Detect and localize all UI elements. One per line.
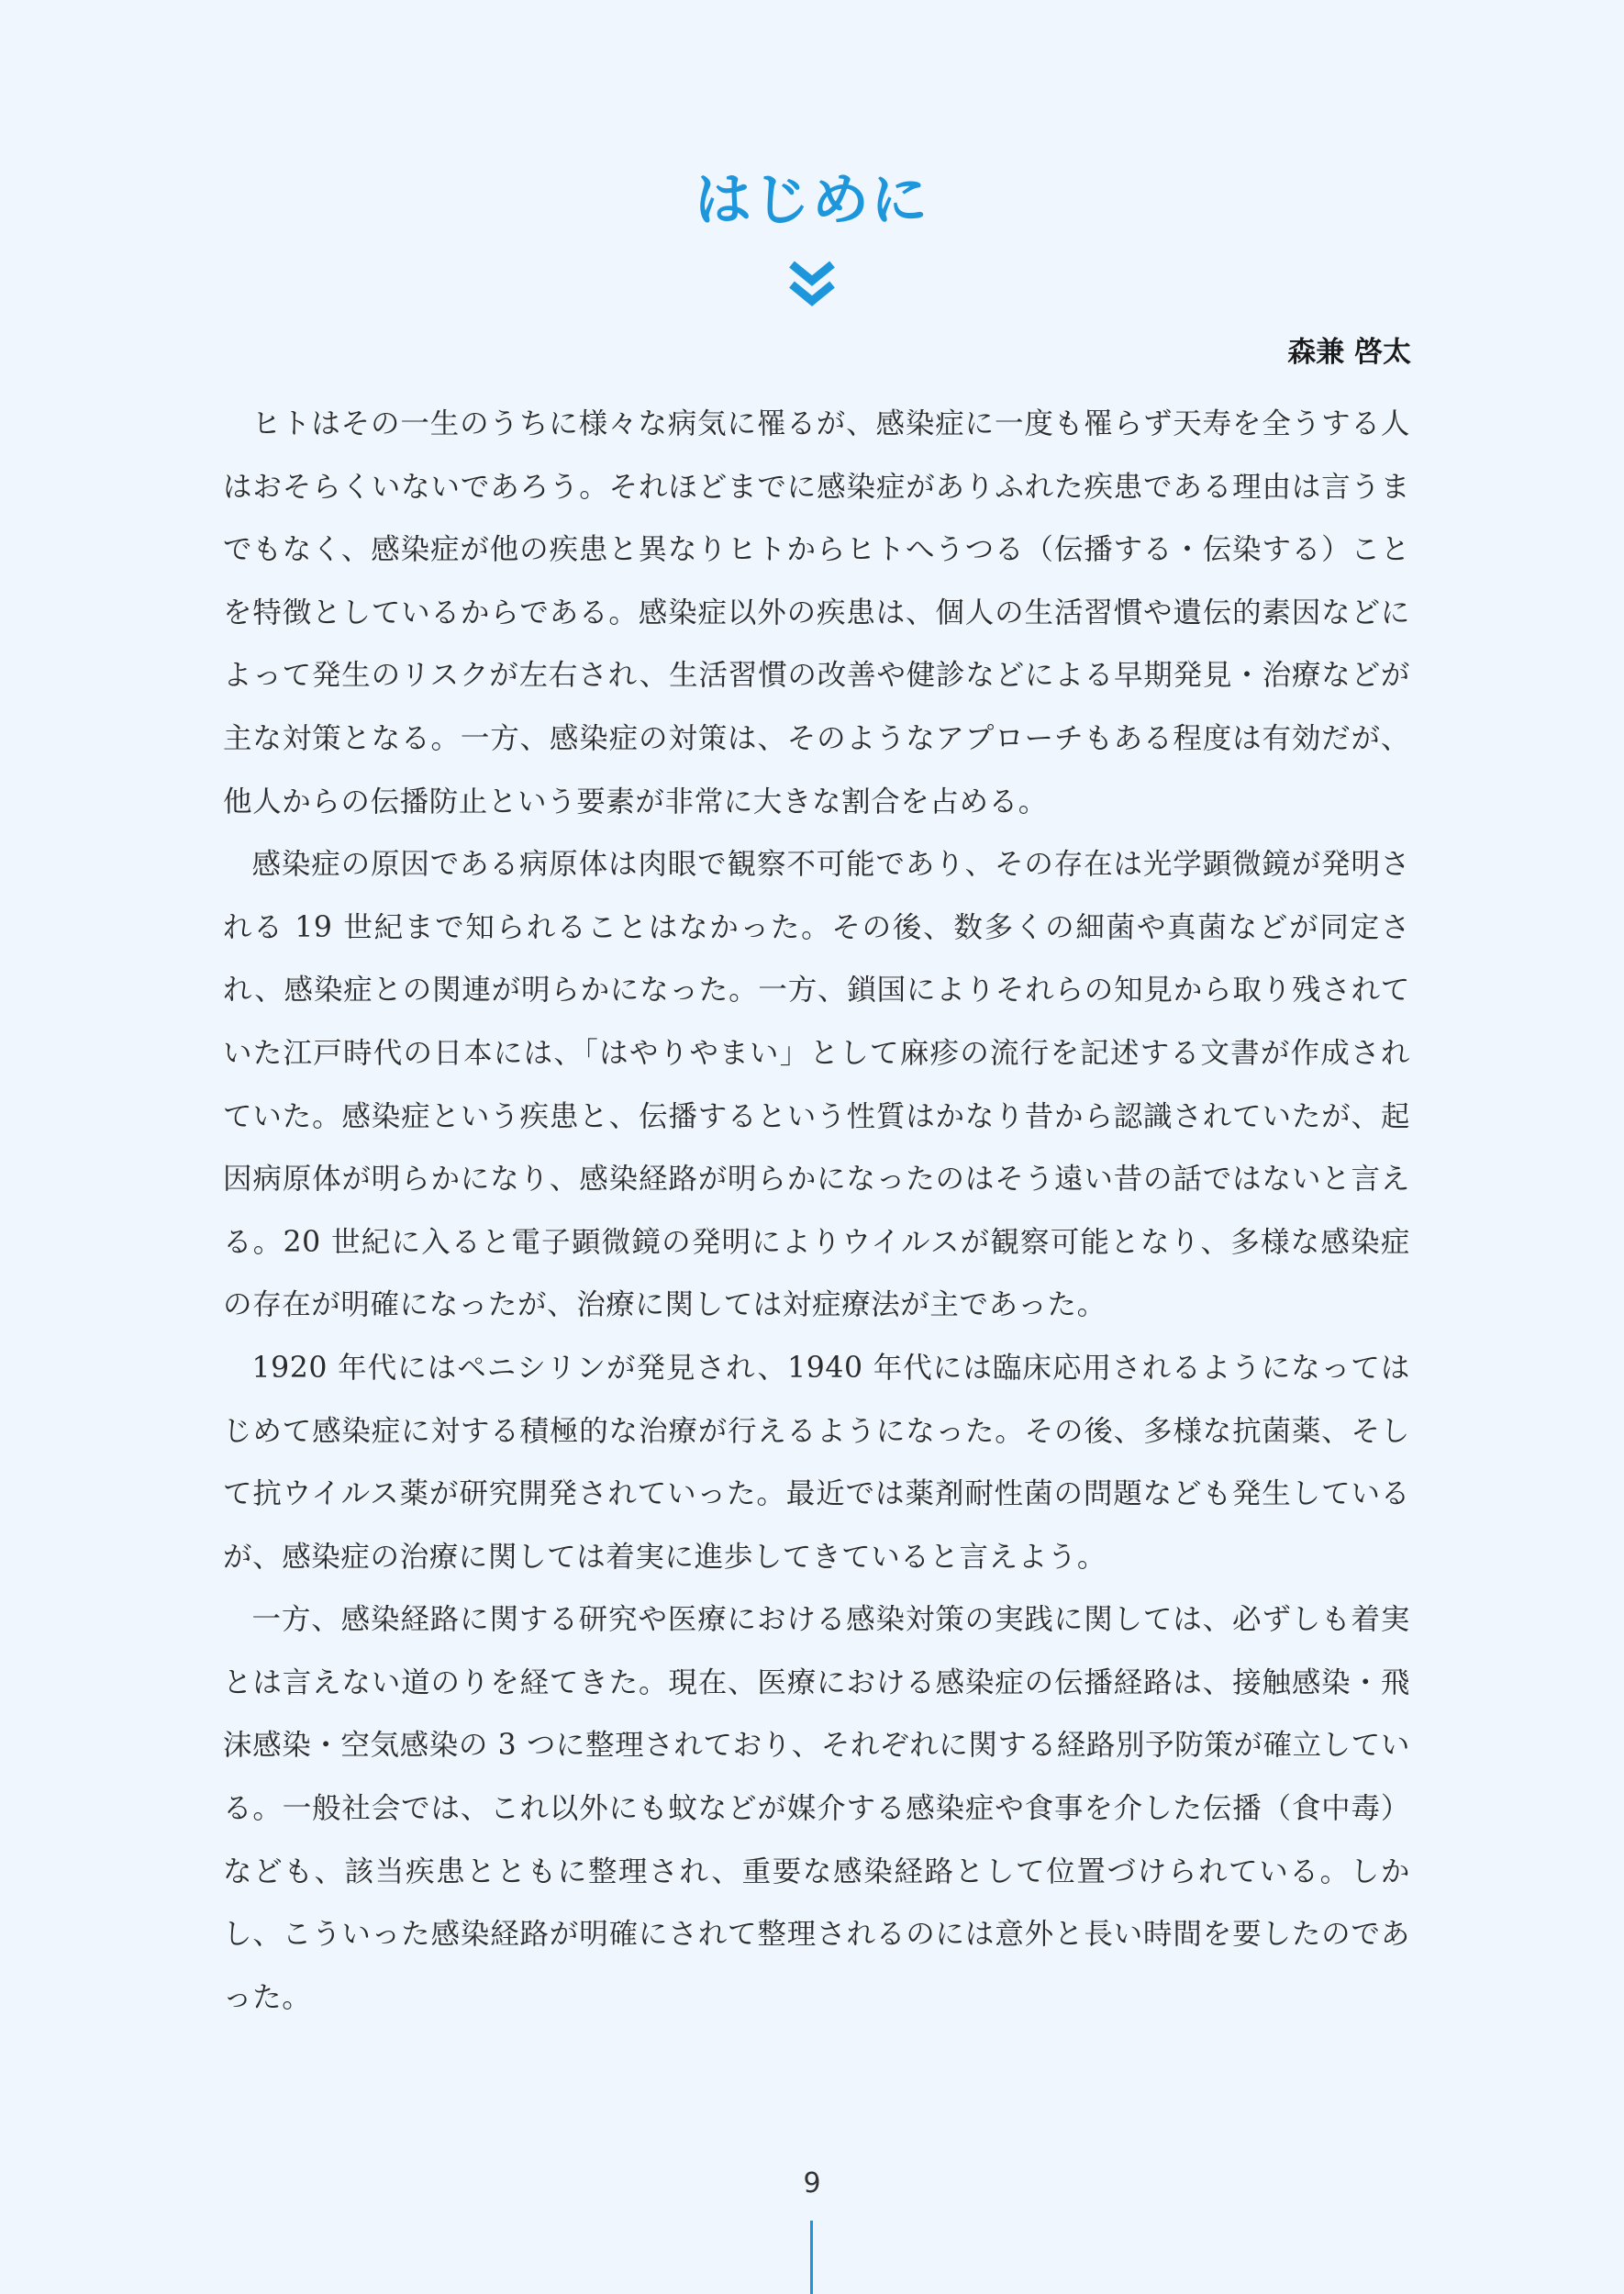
page-marker-line xyxy=(810,2221,813,2294)
paragraph-4: 一方、感染経路に関する研究や医療における感染対策の実践に関しては、必ずしも着実とは言えない道のりを経てきた。現在、医療における感染症の伝播経路は、接触感染・飛沫感染・空気感染の 3 つに整理されており、それぞれに関する経路別予防策が確立している。一般社会では、これ以外にも蚊などが媒介する感染症や食事を介した伝播（食中毒）なども、該当疾患とともに整理され、重要な感染経路として位置づけられている。しかし、こういった感染経路が明確にされて整理されるのには意外と長い時間を要したのであった。 xyxy=(223,1603,1410,2014)
paragraph-1: ヒトはその一生のうちに様々な病気に罹るが、感染症に一度も罹らず天寿を全うする人はおそらくいないであろう。それほどまでに感染症がありふれた疾患である理由は言うまでもなく、感染症が他の疾患と異なりヒトからヒトへうつる（伝播する・伝染する）ことを特徴としているからである。感染症以外の疾患は、個人の生活習慣や遺伝的素因などによって発生のリスクが左右され、生活習慣の改善や健診などによる早期発見・治療などが主な対策となる。一方、感染症の対策は、そのようなアプローチもある程度は有効だが、他人からの伝播防止という要素が非常に大きな割合を占める。 xyxy=(223,407,1410,818)
author-name: 森兼 啓太 xyxy=(1287,336,1411,369)
double-chevron-down-icon xyxy=(786,259,838,310)
body-text xyxy=(223,393,1410,2029)
page-number: 9 xyxy=(803,2167,821,2199)
paragraph-2: 感染症の原因である病原体は肉眼で観察不可能であり、その存在は光学顕微鏡が発明される 19 世紀まで知られることはなかった。その後、数多くの細菌や真菌などが同定され、感染症との関連が明らかになった。一方、鎖国によりそれらの知見から取り残されていた江戸時代の日本には、「はやりやまい」として麻疹の流行を記述する文書が作成されていた。感染症という疾患と、伝播するという性質はかなり昔から認識されていたが、起因病原体が明らかになり、感染経路が明らかになったのはそう遠い昔の話ではないと言える。20 世紀に入ると電子顕微鏡の発明によりウイルスが観察可能となり、多様な感染症の存在が明確になったが、治療に関しては対症療法が主であった。 xyxy=(223,848,1410,1322)
page-title: はじめに xyxy=(694,166,929,233)
paragraph-3: 1920 年代にはペニシリンが発見され、1940 年代には臨床応用されるようになってはじめて感染症に対する積極的な治療が行えるようになった。その後、多様な抗菌薬、そして抗ウイルス薬が研究開発されていった。最近では薬剤耐性菌の問題なども発生しているが、感染症の治療に関しては着実に進歩してきていると言えよう。 xyxy=(223,1351,1410,1574)
